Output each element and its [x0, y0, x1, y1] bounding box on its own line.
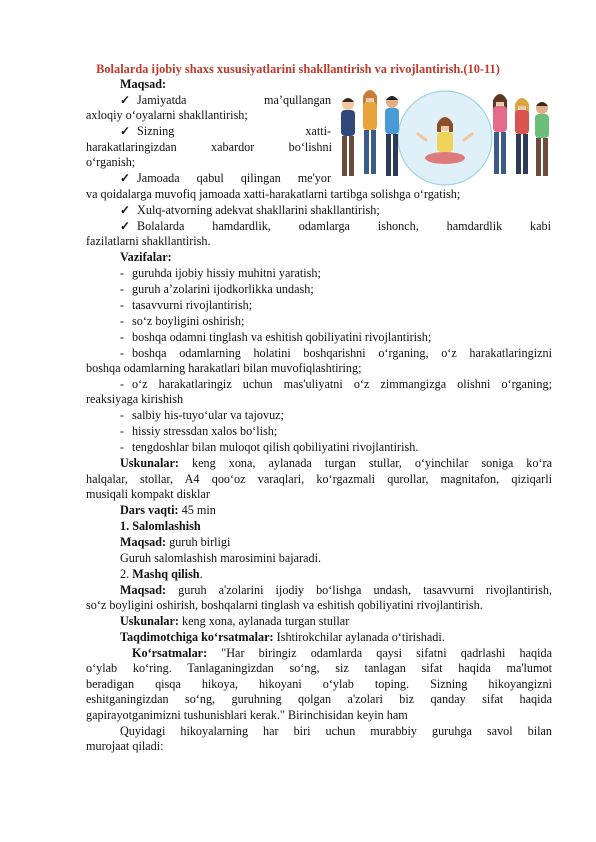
children-illustration [336, 82, 552, 188]
section-2-korsatmalar: Ko‘rsatmalar: "Har biringiz odamlarda qaysi sifatni qadrlashi haqida [132, 646, 553, 660]
goal-3: ✓ Jamoada qabul qilingan me'yor [120, 171, 332, 185]
task-item: - guruhda ijobiy hissiy muhitni yaratish; [120, 266, 321, 280]
dars-vaqti: Dars vaqti: 45 min [120, 503, 216, 517]
korsatmalar-cont: eshitganingizdan so‘ng, guruhning qolgan a'zolari biz qanday sifat haqida [86, 692, 552, 706]
checkmark-icon: ✓ [120, 124, 131, 138]
goal-5-cont: fazilatlarni shakllantirish. [86, 234, 211, 248]
korsatmalar-cont: gapirayotganimizni tushunishlari kerak." Birinchisidan keyin ham [86, 708, 408, 722]
checkmark-icon: ✓ [120, 171, 131, 185]
section-1-text: Guruh salomlashish marosimini bajaradi. [120, 551, 322, 565]
goal-3-cont: va qoidalarga muvofiq jamoada xatti-harakatlarni tartibga solishga o‘rgatish; [86, 187, 461, 201]
goal-4: ✓ Xulq-atvorning adekvat shakllarini shakllantirish; [120, 203, 380, 217]
quyidagi-cont: murojaat qiladi: [86, 739, 164, 753]
task-item: - salbiy his-tuyo‘ular va tajovuz; [120, 408, 284, 422]
korsatmalar-cont: beradigan qisqa hikoya, hikoyani o‘ylab toping. Sizning hikoyangizni [86, 677, 552, 691]
section-2-maqsad: Maqsad: guruh a'zolarini ijodiy bo‘lishga undash, tasavvurni rivojlantirish, [120, 583, 552, 597]
section-2-taqdimotchi: Taqdimotchiga ko‘rsatmalar: Ishtirokchilar aylanada o‘tirishadi. [120, 630, 445, 644]
section-2-maqsad-cont: so‘z boyligini oshirish, boshqalarni tinglash va eshitish qobiliyatini rivojlantirish. [86, 598, 483, 612]
uskunalar-line: Uskunalar: keng xona, aylanada turgan stullar, o‘yinchilar soniga ko‘ra [120, 456, 553, 470]
checkmark-icon: ✓ [120, 93, 131, 107]
task-item: - hissiy stressdan xalos bo‘lish; [120, 424, 278, 438]
task-item: - tasavvurni rivojlantirish; [120, 298, 253, 312]
task-item: - tengdoshlar bilan muloqot qilish qobiliyatini rivojlantirish. [120, 440, 419, 454]
goal-2: ✓ Sizning xatti- [120, 124, 332, 138]
uskunalar-cont: musiqali kompakt disklar [86, 487, 210, 501]
goal-2-cont: harakatlaringizdan xabardor bo‘lishni [86, 140, 332, 154]
task-item: - boshqa odamlarning holatini boshqarishni o‘rganing, o‘z harakatlaringizni [120, 346, 552, 360]
task-item: - o‘z harakatlaringiz uchun mas'uliyatni o‘z zimmangizga olishni o‘rganing; [120, 377, 552, 391]
korsatmalar-cont: o‘ylab ko‘ring. Tanlaganingizdan so‘ng, siz tanlagan sifat haqida ma'lumot [86, 661, 552, 675]
page-title: Bolalarda ijobiy shaxs xususiyatlarini shakllantirish va rivojlantirish.(10-11) [96, 62, 500, 76]
checkmark-icon: ✓ [120, 203, 131, 217]
goal-1-cont: axloqiy o‘oyalarni shakllantirish; [86, 108, 248, 122]
uskunalar-cont: halqalar, stollar, A4 qoo‘oz varaqlari, ko‘rgazmali qurollar, magnitafon, qiziqarli [86, 472, 552, 486]
task-item-cont: reaksiyaga kirishish [86, 392, 184, 406]
task-item: - so‘z boyligini oshirish; [120, 314, 245, 328]
maqsad-heading: Maqsad: [120, 77, 167, 91]
task-item: - boshqa odamni tinglash va eshitish qobiliyatini rivojlantirish; [120, 330, 432, 344]
goal-2-cont2: o‘rganish; [86, 155, 136, 169]
section-2-uskunalar: Uskunalar: keng xona, aylanada turgan stullar [120, 614, 350, 628]
goal-1: ✓ Jamiyatda ma’qullangan [120, 93, 332, 107]
section-1-maqsad: Maqsad: guruh birligi [120, 535, 231, 549]
section-2-heading: 2. Mashq qilish. [120, 567, 203, 581]
goal-5: ✓ Bolalarda hamdardlik, odamlarga ishonch, hamdardlik kabi [120, 219, 552, 233]
task-item: - guruh a’zolarini ijodkorlikka undash; [120, 282, 314, 296]
checkmark-icon: ✓ [120, 219, 131, 233]
quyidagi-line: Quyidagi hikoyalarning har biri uchun murabbiy guruhga savol bilan [120, 724, 552, 738]
vazifalar-heading: Vazifalar: [120, 250, 172, 264]
section-1-heading: 1. Salomlashish [120, 519, 201, 533]
task-item-cont: boshqa odamlarning harakatlari bilan muvofiqlashtiring; [86, 361, 362, 375]
